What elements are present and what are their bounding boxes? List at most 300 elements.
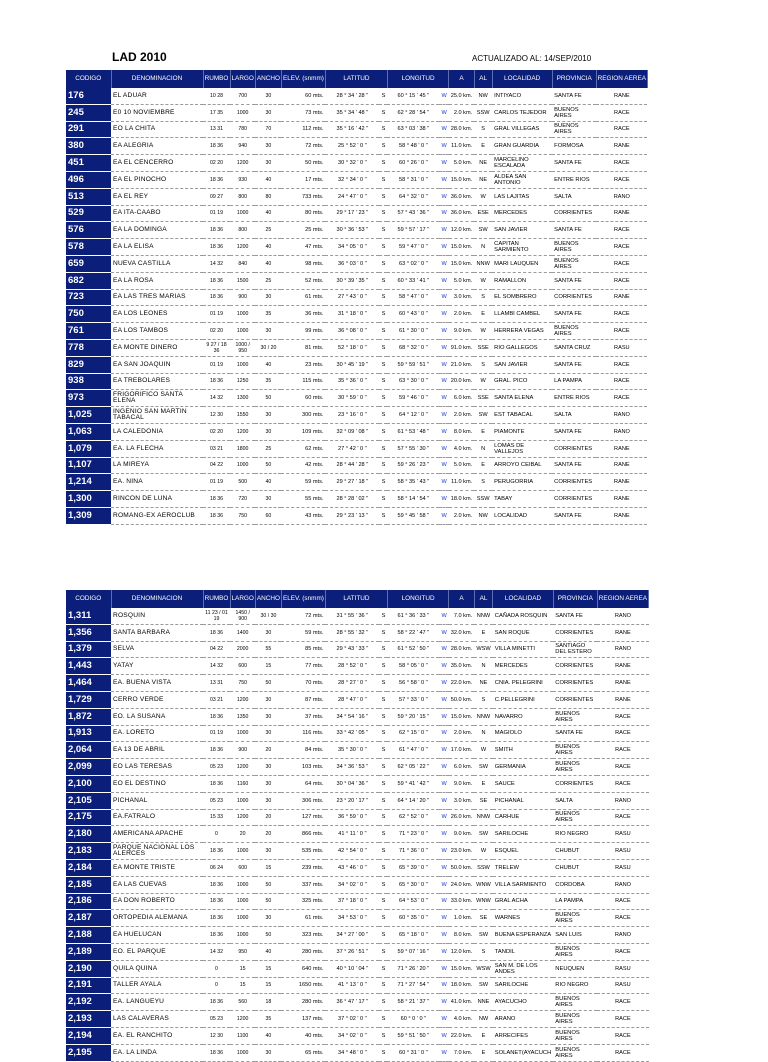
province-cell: CORRIENTES [553, 658, 597, 675]
region-cell: RACE [596, 239, 647, 256]
name-cell: EA LOS TAMBOS [111, 323, 203, 340]
lon-cell: 60 ° 15 ' 45 '' [387, 88, 439, 104]
locality-cell: CARHUE [493, 809, 553, 826]
dir-cell: E [474, 1027, 493, 1044]
locality-cell: VILLA MINETTI [493, 641, 553, 658]
table-row [66, 927, 649, 944]
lat-hemi-cell: S [379, 373, 387, 390]
name-cell: EA. LANGUEYU [111, 994, 203, 1011]
dir-cell: NNE [474, 994, 493, 1011]
dir-cell: SW [474, 927, 493, 944]
lat-hemi-cell: S [379, 289, 387, 306]
lon-cell: 63 ° 02 ' 0 '' [387, 255, 439, 272]
largo-cell: 1160 [230, 775, 255, 792]
code-cell: 2,064 [66, 742, 111, 759]
largo-cell: 1200 [230, 423, 255, 440]
largo-cell: 1000 [230, 876, 255, 893]
province-cell: SANTA FE [553, 725, 597, 742]
lat-hemi-cell: S [379, 725, 387, 742]
lat-cell: 24 ° 47 ' 0 '' [325, 188, 379, 205]
lon-hemi-cell: W [439, 440, 448, 457]
lat-hemi-cell: S [379, 155, 387, 172]
locality-cell: ARRECIFES [493, 1027, 553, 1044]
code-cell: 1,214 [66, 474, 111, 491]
lat-cell: 23 ° 16 ' 0 '' [325, 407, 379, 424]
ancho-cell: 35 [255, 373, 281, 390]
code-cell: 2,186 [66, 893, 111, 910]
dist-cell: 2.0 km. [449, 725, 474, 742]
dist-cell: 2.0 km. [449, 507, 474, 524]
rumbo-cell: 09 27 [203, 188, 230, 205]
name-cell: EL ADUAR [111, 88, 203, 104]
col-denominacion-header: DENOMINACION [111, 590, 203, 608]
code-cell: 1,729 [66, 691, 111, 708]
dist-cell: 7.0 km. [449, 1044, 474, 1061]
code-cell: 1,079 [66, 440, 111, 457]
lat-cell: 35 ° 30 ' 0 '' [325, 742, 379, 759]
lon-hemi-cell: W [439, 138, 448, 155]
elev-cell: 325 mts. [281, 893, 325, 910]
elev-cell: 62 mts. [281, 440, 325, 457]
locality-cell: HERRERA VEGAS [492, 323, 552, 340]
dist-cell: 36.0 km. [449, 205, 474, 222]
lon-cell: 59 ° 07 ' 16 '' [387, 943, 439, 960]
dist-cell: 15.0 km. [449, 708, 474, 725]
lon-cell: 61 ° 47 ' 0 '' [387, 742, 439, 759]
lat-cell: 41 ° 11 ' 0 '' [325, 826, 379, 843]
locality-cell: CAÑADA ROSQUIN [493, 608, 553, 624]
ancho-cell: 25 [255, 272, 281, 289]
ancho-cell: 50 [255, 876, 281, 893]
rumbo-cell: 0 [203, 826, 230, 843]
lat-hemi-cell: S [379, 943, 387, 960]
elev-cell: 59 mts. [281, 624, 325, 641]
province-cell: ENTRE RIOS [552, 390, 596, 407]
largo-cell: 600 [230, 859, 255, 876]
locality-cell: BUENA ESPERANZA [493, 927, 553, 944]
largo-cell: 1200 [230, 155, 255, 172]
ancho-cell: 30 [255, 910, 281, 927]
name-cell: EA 13 DE ABRIL [111, 742, 203, 759]
locality-cell: SAUCE [493, 775, 553, 792]
ancho-cell: 50 [255, 893, 281, 910]
lat-hemi-cell: S [379, 675, 387, 692]
name-cell: EA.FATRALO [111, 809, 203, 826]
elev-cell: 42 mts. [281, 457, 325, 474]
largo-cell: 720 [230, 491, 255, 508]
dist-cell: 50.0 km. [449, 691, 474, 708]
elev-cell: 50 mts. [281, 155, 325, 172]
lat-hemi-cell: S [379, 691, 387, 708]
col-longitud-header: LONGITUD [387, 70, 448, 88]
elev-cell: 103 mts. [281, 759, 325, 776]
region-cell: RACE [597, 725, 648, 742]
lat-hemi-cell: S [379, 88, 387, 104]
dir-cell: N [474, 239, 492, 256]
province-cell: SANTA FE [552, 457, 596, 474]
lon-hemi-cell: W [439, 474, 448, 491]
code-cell: 1,356 [66, 624, 111, 641]
name-cell: LAS CALAVERAS [111, 1011, 203, 1028]
col-elev-header: ELEV. (snmm) [281, 70, 325, 88]
lat-cell: 28 ° 34 ' 28 '' [325, 88, 379, 104]
lon-hemi-cell: W [439, 624, 448, 641]
table-row [66, 121, 647, 138]
province-cell: CORRIENTES [552, 474, 596, 491]
table-row [66, 222, 647, 239]
largo-cell: 1000 [230, 457, 255, 474]
lon-cell: 62 ° 28 ' 54 '' [387, 104, 439, 121]
lon-cell: 58 ° 05 ' 0 '' [387, 658, 439, 675]
lon-hemi-cell: W [439, 390, 448, 407]
region-cell: RACE [597, 943, 648, 960]
largo-cell: 1000 [230, 910, 255, 927]
elev-cell: 23 mts. [281, 356, 325, 373]
locality-cell: LLAMBI CAMBEL [492, 306, 552, 323]
locality-cell: TANDIL [493, 943, 553, 960]
largo-cell: 1250 [230, 373, 255, 390]
lon-hemi-cell: W [439, 373, 448, 390]
largo-cell: 1000 [230, 205, 255, 222]
ancho-cell: 40 [255, 1027, 281, 1044]
table-row [66, 104, 647, 121]
dir-cell: E [474, 138, 492, 155]
name-cell: EA. LA LINDA [111, 1044, 203, 1061]
update-date: ACTUALIZADO AL: 14/SEP/2010 [472, 54, 592, 63]
rumbo-cell: 10 28 [203, 88, 230, 104]
lon-hemi-cell: W [439, 658, 448, 675]
dir-cell: S [474, 943, 493, 960]
dist-cell: 12.0 km. [449, 222, 474, 239]
name-cell: PARQUE NACIONAL LOS ALERCES [111, 843, 203, 860]
region-cell: RACE [596, 356, 647, 373]
region-cell: RANE [597, 691, 648, 708]
lon-hemi-cell: W [439, 742, 448, 759]
table-row [66, 491, 647, 508]
region-cell: RANE [596, 88, 647, 104]
largo-cell: 15 [230, 960, 255, 977]
lon-cell: 59 ° 59 ' 51 '' [387, 356, 439, 373]
name-cell: EA LA ROSA [111, 272, 203, 289]
rumbo-cell: 18 36 [203, 373, 230, 390]
rumbo-cell: 01 19 [203, 474, 230, 491]
ancho-cell: 20 [255, 809, 281, 826]
code-cell: 2,190 [66, 960, 111, 977]
table-row [66, 88, 647, 104]
elev-cell: 70 mts. [281, 675, 325, 692]
name-cell: ORTOPEDIA ALEMANA [111, 910, 203, 927]
largo-cell: 2000 [230, 641, 255, 658]
rumbo-cell: 18 36 [203, 171, 230, 188]
ancho-cell: 30 / 20 [255, 339, 281, 356]
largo-cell: 20 [230, 826, 255, 843]
document-title: LAD 2010 [112, 50, 167, 64]
lat-hemi-cell: S [379, 893, 387, 910]
rumbo-cell: 05 23 [203, 1011, 230, 1028]
ancho-cell: 30 [255, 289, 281, 306]
lat-cell: 34 ° 54 ' 16 '' [325, 708, 379, 725]
ancho-cell: 25 [255, 440, 281, 457]
dist-cell: 2.0 km. [449, 306, 474, 323]
rumbo-cell: 02 20 [203, 323, 230, 340]
col-longitud-header: LONGITUD [387, 590, 448, 608]
rumbo-cell: 18 36 [203, 893, 230, 910]
locality-cell: SARILOCHE [493, 826, 553, 843]
lat-hemi-cell: S [379, 843, 387, 860]
largo-cell: 780 [230, 121, 255, 138]
ancho-cell: 15 [255, 859, 281, 876]
lat-cell: 31 ° 55 ' 36 '' [325, 608, 379, 624]
largo-cell: 1500 [230, 272, 255, 289]
lon-hemi-cell: W [439, 155, 448, 172]
locality-cell: GRAL ACHA [493, 893, 553, 910]
col-al-header: AL [474, 70, 492, 88]
lat-hemi-cell: S [379, 608, 387, 624]
table-row [66, 306, 647, 323]
ancho-cell: 30 [255, 759, 281, 776]
lon-cell: 60 ° 43 ' 0 '' [387, 306, 439, 323]
lat-cell: 29 ° 27 ' 18 '' [325, 474, 379, 491]
elev-cell: 99 mts. [281, 323, 325, 340]
region-cell: RASU [597, 859, 648, 876]
name-cell: QUILA QUINA [111, 960, 203, 977]
region-cell: RACE [596, 155, 647, 172]
region-cell: RACE [597, 910, 648, 927]
rumbo-cell: 12 30 [203, 407, 230, 424]
province-cell: BUENOS AIRES [553, 742, 597, 759]
code-cell: 529 [66, 205, 111, 222]
lat-hemi-cell: S [379, 491, 387, 508]
lon-cell: 64 ° 32 ' 0 '' [387, 188, 439, 205]
ancho-cell: 30 [255, 88, 281, 104]
lat-cell: 37 ° 18 ' 0 '' [325, 893, 379, 910]
locality-cell: GRAL VILLEGAS [492, 121, 552, 138]
dist-cell: 15.0 km. [449, 960, 474, 977]
elev-cell: 306 mts. [281, 792, 325, 809]
ancho-cell: 40 [255, 171, 281, 188]
elev-cell: 81 mts. [281, 339, 325, 356]
province-cell: LA PAMPA [552, 373, 596, 390]
dist-cell: 41.0 km. [449, 994, 474, 1011]
locality-cell: PICHANAL [493, 792, 553, 809]
table-row [66, 675, 649, 692]
col-rumbo-header: RUMBO [203, 590, 230, 608]
lat-hemi-cell: S [379, 306, 387, 323]
region-cell: RANO [596, 423, 647, 440]
locality-cell: MERCEDES [492, 205, 552, 222]
region-cell: RANE [596, 138, 647, 155]
dist-cell: 22.0 km. [449, 675, 474, 692]
code-cell: 2,191 [66, 977, 111, 994]
largo-cell: 930 [230, 171, 255, 188]
lon-cell: 71 ° 27 ' 54 '' [387, 977, 439, 994]
table-row [66, 188, 647, 205]
region-cell: RACE [597, 1044, 648, 1061]
elev-cell: 535 mts. [281, 843, 325, 860]
col-latitud-header: LATITUD [325, 590, 387, 608]
dir-cell: NE [474, 171, 492, 188]
region-cell: RASU [597, 843, 648, 860]
ancho-cell: 50 [255, 390, 281, 407]
region-cell: RANE [596, 205, 647, 222]
name-cell: EA TREBOLARES [111, 373, 203, 390]
dir-cell: NE [474, 155, 492, 172]
rumbo-cell: 18 36 [203, 624, 230, 641]
table-row [66, 1044, 649, 1061]
table-row [66, 775, 649, 792]
lon-cell: 59 ° 57 ' 17 '' [387, 222, 439, 239]
dir-cell: S [474, 289, 492, 306]
ancho-cell: 50 [255, 457, 281, 474]
elev-cell: 47 mts. [281, 239, 325, 256]
rumbo-cell: 18 36 [203, 491, 230, 508]
table-row [66, 809, 649, 826]
rumbo-cell: 13 31 [203, 675, 230, 692]
region-cell: RANE [597, 675, 648, 692]
code-cell: 2,189 [66, 943, 111, 960]
col-localidad-header: LOCALIDAD [493, 590, 553, 608]
lat-cell: 34 ° 27 ' 00 '' [325, 927, 379, 944]
dist-cell: 21.0 km. [449, 356, 474, 373]
name-cell: EA MONTE DINERO [111, 339, 203, 356]
lon-hemi-cell: W [439, 171, 448, 188]
ancho-cell: 50 [255, 927, 281, 944]
lon-cell: 57 ° 33 ' 0 '' [387, 691, 439, 708]
dist-cell: 9.0 km. [449, 826, 474, 843]
dir-cell: W [474, 373, 492, 390]
name-cell: SELVA [111, 641, 203, 658]
elev-cell: 84 mts. [281, 742, 325, 759]
ancho-cell: 15 [255, 960, 281, 977]
lon-hemi-cell: W [439, 675, 448, 692]
largo-cell: 1200 [230, 691, 255, 708]
code-cell: 761 [66, 323, 111, 340]
code-cell: 1,107 [66, 457, 111, 474]
region-cell: RANO [597, 876, 648, 893]
dir-cell: E [474, 306, 492, 323]
ancho-cell: 15 [255, 977, 281, 994]
lat-cell: 37 ° 26 ' 51 '' [325, 943, 379, 960]
lat-hemi-cell: S [379, 205, 387, 222]
elev-cell: 59 mts. [281, 474, 325, 491]
elev-cell: 98 mts. [281, 255, 325, 272]
table-row [66, 792, 649, 809]
locality-cell: LOCALIDAD [492, 507, 552, 524]
locality-cell: SAN M. DE LOS ANDES [493, 960, 553, 977]
ancho-cell: 40 [255, 239, 281, 256]
name-cell: EO LAS TERESAS [111, 759, 203, 776]
table-row [66, 960, 649, 977]
province-cell: BUENOS AIRES [553, 759, 597, 776]
largo-cell: 1000 [230, 104, 255, 121]
elev-cell: 61 mts. [281, 910, 325, 927]
province-cell: SAN LUIS [553, 927, 597, 944]
lat-cell: 30 ° 04 ' 36 '' [325, 775, 379, 792]
locality-cell: MERCEDES [493, 658, 553, 675]
ancho-cell: 30 [255, 323, 281, 340]
elev-cell: 65 mts. [281, 1044, 325, 1061]
lon-cell: 59 ° 41 ' 42 '' [387, 775, 439, 792]
lon-cell: 62 ° 15 ' 0 '' [387, 725, 439, 742]
dir-cell: NNW [474, 809, 493, 826]
elev-cell: 109 mts. [281, 423, 325, 440]
region-cell: RACE [597, 708, 648, 725]
lat-hemi-cell: S [379, 624, 387, 641]
table-row [66, 608, 649, 624]
rumbo-cell: 0 [203, 977, 230, 994]
region-cell: RACE [596, 272, 647, 289]
dir-cell: SSW [474, 859, 493, 876]
name-cell: EO. EL PARQUE [111, 943, 203, 960]
name-cell: EA LAS CUEVAS [111, 876, 203, 893]
col-al-header: AL [474, 590, 493, 608]
region-cell: RACE [596, 171, 647, 188]
rumbo-cell: 01 19 [203, 725, 230, 742]
rumbo-cell: 18 36 [203, 927, 230, 944]
largo-cell: 900 [230, 742, 255, 759]
locality-cell: GRAN GUARDIA [492, 138, 552, 155]
name-cell: PICHANAL [111, 792, 203, 809]
largo-cell: 900 [230, 289, 255, 306]
lat-cell: 41 ° 13 ' 0 '' [325, 977, 379, 994]
lon-hemi-cell: W [439, 423, 448, 440]
table-row [66, 171, 647, 188]
code-cell: 2,193 [66, 1011, 111, 1028]
dir-cell: W [474, 188, 492, 205]
name-cell: ROMANG-EX AEROCLUB [111, 507, 203, 524]
lat-cell: 52 ° 18 ' 0 '' [325, 339, 379, 356]
lon-cell: 59 ° 51 ' 50 '' [387, 1027, 439, 1044]
rumbo-cell: 05 23 [203, 792, 230, 809]
ancho-cell: 40 [255, 255, 281, 272]
largo-cell: 1000 [230, 356, 255, 373]
locality-cell: WARNES [493, 910, 553, 927]
region-cell: RANE [597, 658, 648, 675]
dir-cell: SW [474, 826, 493, 843]
lon-cell: 59 ° 26 ' 23 '' [387, 457, 439, 474]
lat-cell: 34 ° 02 ' 0 '' [325, 1027, 379, 1044]
table-row [66, 373, 647, 390]
lat-hemi-cell: S [379, 641, 387, 658]
lon-cell: 60 ° 31 ' 0 '' [387, 1044, 439, 1061]
locality-cell: TRELEW [493, 859, 553, 876]
table-row [66, 624, 649, 641]
table-row [66, 826, 649, 843]
largo-cell: 750 [230, 507, 255, 524]
lat-hemi-cell: S [379, 222, 387, 239]
region-cell: RANO [597, 641, 648, 658]
ancho-cell: 20 [255, 742, 281, 759]
rumbo-cell: 18 36 [203, 239, 230, 256]
province-cell: CORRIENTES [553, 775, 597, 792]
province-cell: BUENOS AIRES [553, 910, 597, 927]
ancho-cell: 20 [255, 826, 281, 843]
table-row [66, 239, 647, 256]
table-row [66, 323, 647, 340]
code-cell: 938 [66, 373, 111, 390]
elev-cell: 116 mts. [281, 725, 325, 742]
col-largo-header: LARGO [230, 70, 255, 88]
ancho-cell: 30 [255, 491, 281, 508]
locality-cell: PIAMONTE [492, 423, 552, 440]
largo-cell: 1200 [230, 759, 255, 776]
table-row [66, 474, 647, 491]
dir-cell: SSW [474, 491, 492, 508]
name-cell: EA LAS TRES MARIAS [111, 289, 203, 306]
lat-hemi-cell: S [379, 910, 387, 927]
lon-hemi-cell: W [439, 457, 448, 474]
code-cell: 2,187 [66, 910, 111, 927]
